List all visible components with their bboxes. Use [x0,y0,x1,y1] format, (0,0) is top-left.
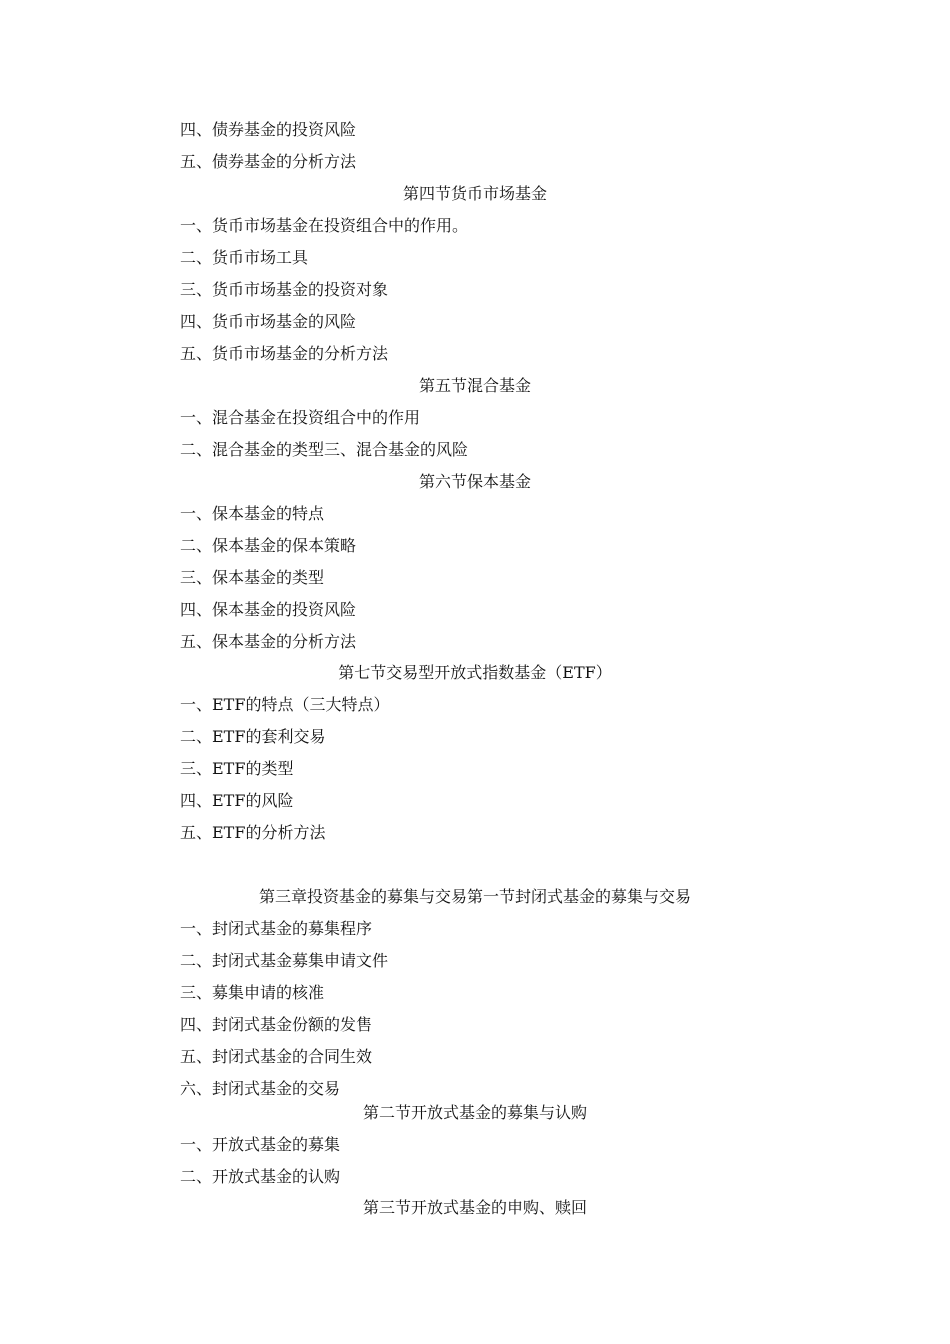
list-item: 二、保本基金的保本策略 [180,536,357,555]
list-item: 五、货币市场基金的分析方法 [180,344,389,363]
list-item: 二、开放式基金的认购 [180,1167,341,1186]
section-heading: 第三节开放式基金的申购、赎回 [362,1198,587,1217]
list-item: 一、混合基金在投资组合中的作用 [180,408,421,427]
list-item: 一、保本基金的特点 [180,504,325,523]
section-heading: 第七节交易型开放式指数基金（ETF） [338,663,612,682]
list-item: 二、封闭式基金募集申请文件 [180,951,389,970]
list-item: 五、保本基金的分析方法 [180,632,357,651]
section-heading: 第六节保本基金 [418,472,531,491]
list-item: 三、货币市场基金的投资对象 [180,280,389,299]
list-item: 三、ETF的类型 [180,759,294,778]
list-item: 六、封闭式基金的交易 [180,1079,341,1098]
list-item: 四、封闭式基金份额的发售 [180,1015,373,1034]
list-item: 一、货币市场基金在投资组合中的作用。 [180,216,469,235]
list-item: 四、货币市场基金的风险 [180,312,357,331]
section-heading: 第四节货币市场基金 [402,184,547,203]
list-item: 四、债券基金的投资风险 [180,120,357,139]
list-item: 四、ETF的风险 [180,791,294,810]
list-item: 一、开放式基金的募集 [180,1135,341,1154]
section-heading: 第五节混合基金 [418,376,531,395]
list-item: 二、混合基金的类型三、混合基金的风险 [180,440,469,459]
list-item: 三、保本基金的类型 [180,568,325,587]
section-heading: 第二节开放式基金的募集与认购 [362,1103,587,1122]
list-item: 三、募集申请的核准 [180,983,325,1002]
list-item: 一、ETF的特点（三大特点） [180,695,390,714]
list-item: 四、保本基金的投资风险 [180,600,357,619]
list-item: 五、封闭式基金的合同生效 [180,1047,373,1066]
list-item: 五、债券基金的分析方法 [180,152,357,171]
list-item: 一、封闭式基金的募集程序 [180,919,373,938]
list-item: 二、ETF的套利交易 [180,727,326,746]
list-item: 二、货币市场工具 [180,248,309,267]
list-item: 五、ETF的分析方法 [180,823,326,842]
chapter-heading: 第三章投资基金的募集与交易第一节封闭式基金的募集与交易 [258,887,691,906]
